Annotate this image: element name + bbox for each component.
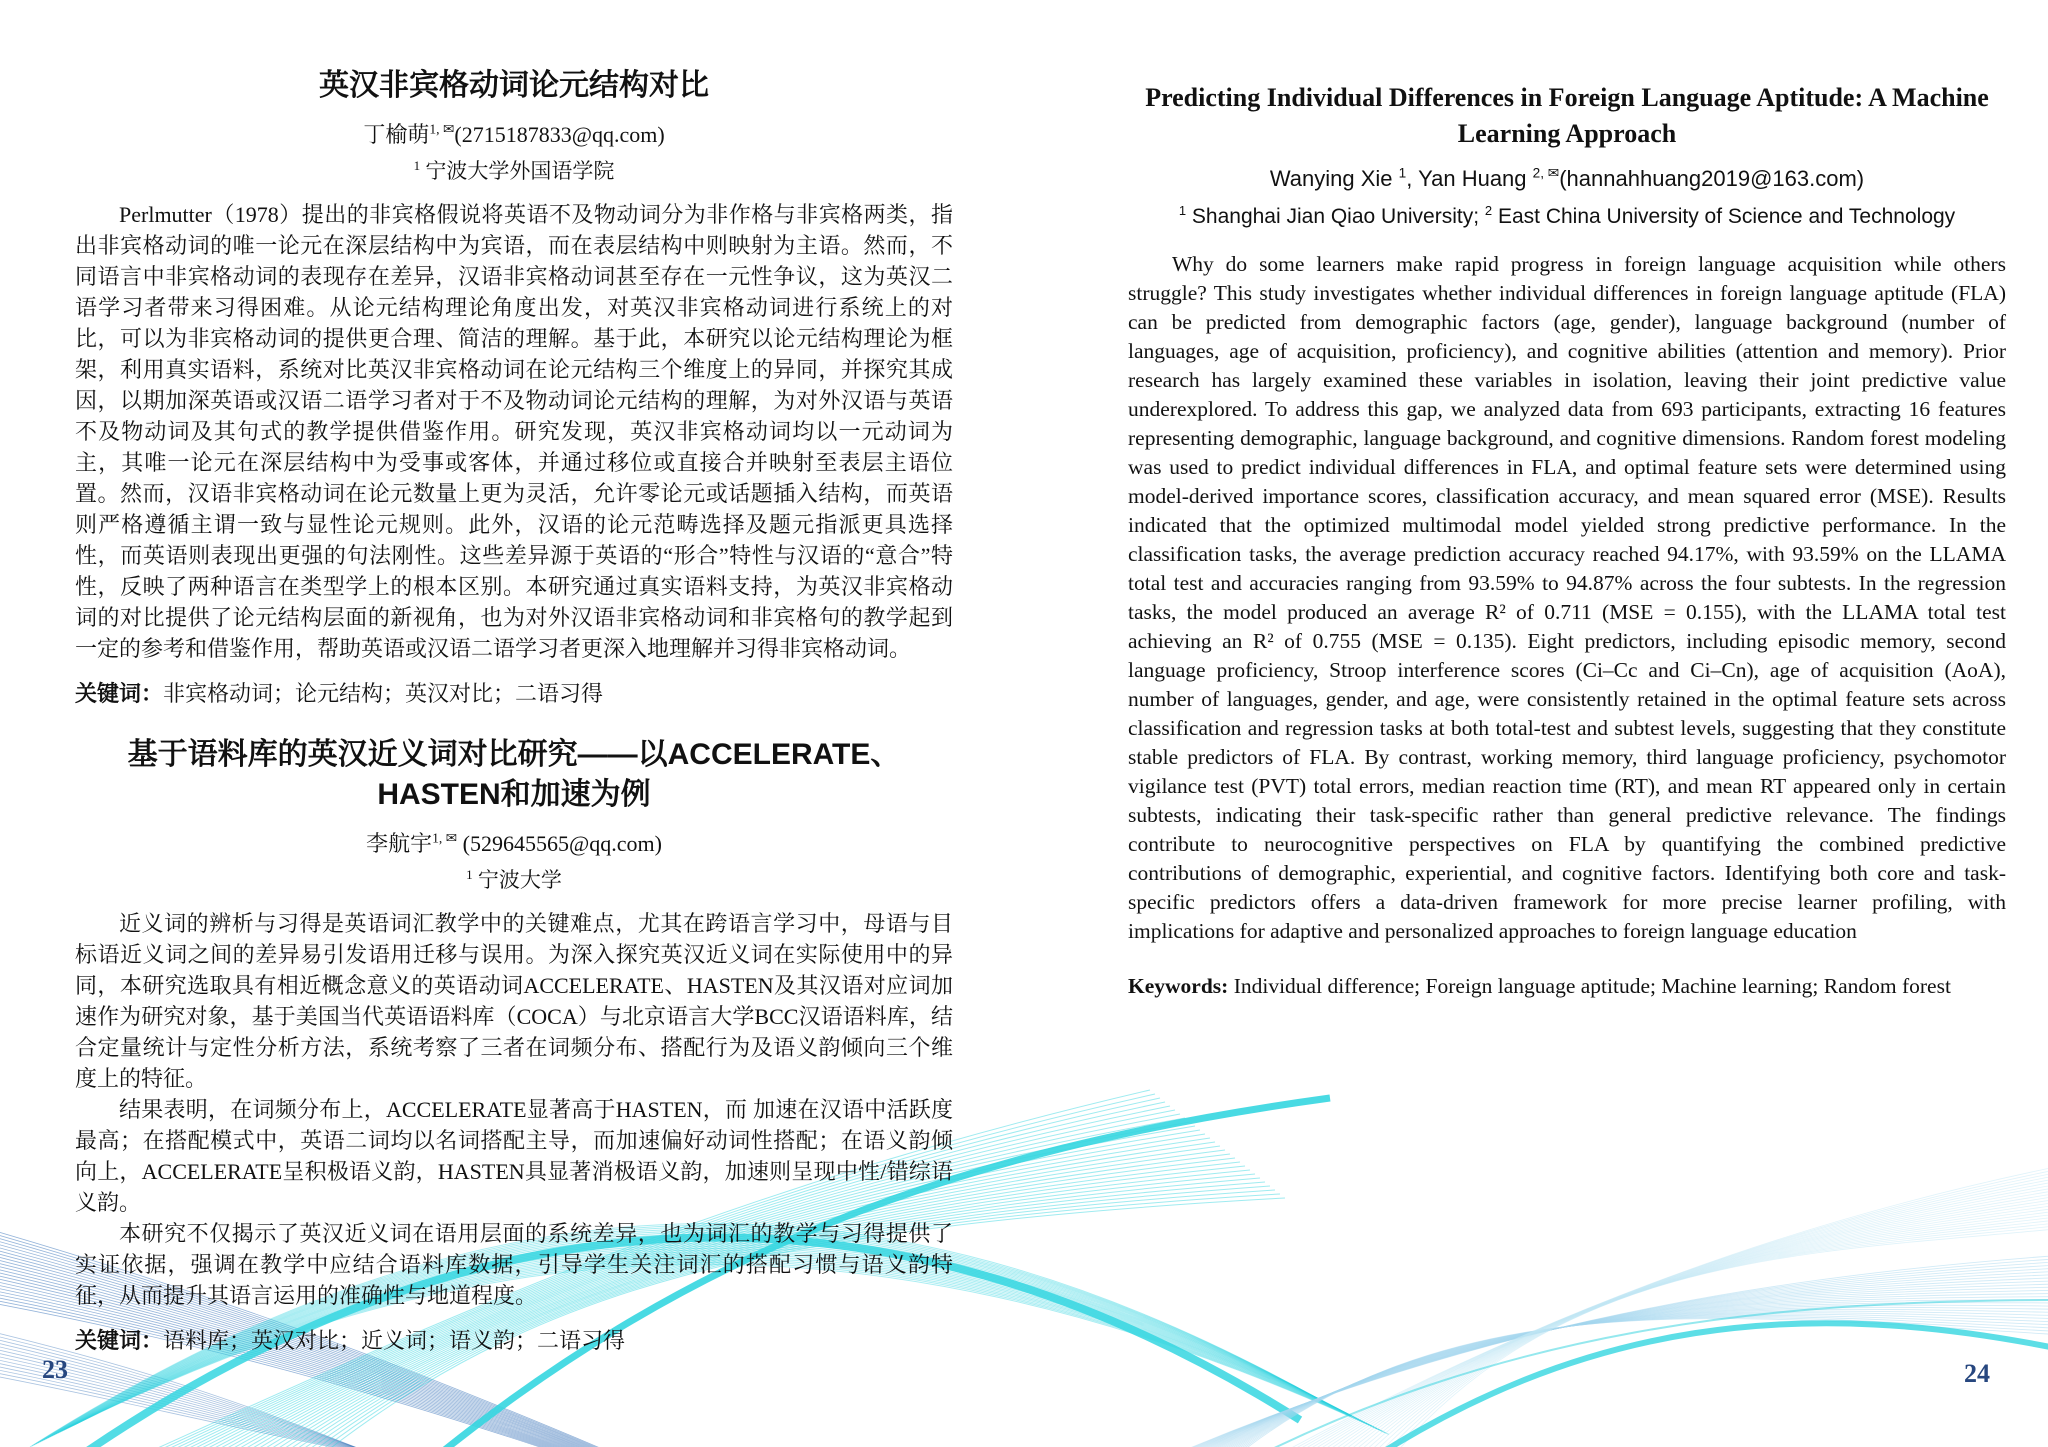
author-email: (529645565@qq.com) xyxy=(457,831,662,856)
author-name: , Yan Huang xyxy=(1406,166,1533,191)
keywords-text: 非宾格动词；论元结构；英汉对比；二语习得 xyxy=(163,681,604,706)
author-email: (hannahhuang2019@163.com) xyxy=(1559,166,1865,191)
author-superscript: 1 xyxy=(1398,165,1407,181)
right-page xyxy=(1128,80,2006,1001)
author-name: 丁榆萌 xyxy=(363,122,430,147)
affiliation-name: Shanghai Jian Qiao University; xyxy=(1186,205,1485,228)
abstract-en xyxy=(1128,80,2006,1001)
affiliation-superscript: 2 xyxy=(1484,203,1493,218)
keywords-text: 语料库；英汉对比；近义词；语义韵；二语习得 xyxy=(163,1328,626,1353)
affiliation-superscript: 1 xyxy=(466,867,473,882)
keywords-label: Keywords: xyxy=(1128,974,1229,998)
abstract1-keywords xyxy=(75,678,953,709)
abstract-en-affiliations xyxy=(1128,202,2006,232)
abstract1-paragraph: Perlmutter（1978）提出的非宾格假说将英语不及物动词分为非作格与非宾格两类，指出非宾格动词的唯一论元在深层结构中为宾语，而在表层结构中则映射为主语。然而，不同语言中非宾格动词的表现存在差异，汉语非宾格动词甚至存在一元性争议，这为英汉二语学习者带来习得困难。从论元结构理论角度出发，对英汉非宾格动词进行系统上的对比，可以为非宾格动词的提供更合理、简洁的理解。基于此，本研究以论元结构理论为框架，利用真实语料，系统对比英汉非宾格动词在论元结构三个维度上的异同，并探究其成因，以期加深英语或汉语二语学习者对于不及物动词论元结构的理解，为对外汉语与英语不及物动词及其句式的教学提供借鉴作用。研究发现，英汉非宾格动词均以一元动词为主，其唯一论元在深层结构中为受事或客体，并通过移位或直接合并映射至表层主语位置。然而，汉语非宾格动词在论元数量上更为灵活，允许零论元或话题插入结构，而英语则严格遵循主谓一致与显性论元规则。此外，汉语的论元范畴选择及题元指派更具选择性，而英语则表现出更强的句法刚性。这些差异源于英语的“形合”特性与汉语的“意合”特性，反映了两种语言在类型学上的根本区别。本研究通过真实语料支持，为英汉非宾格动词的对比提供了论元结构层面的新视角，也为对外汉语非宾格动词和非宾格句的教学起到一定的参考和借鉴作用，帮助英语或汉语二语学习者更深入地理解并习得非宾格动词。 xyxy=(75,202,953,661)
abstract-en-title: Predicting Individual Differences in Foreign Language Aptitude: A Machine Learning Approach xyxy=(1145,83,1989,148)
author-superscript: 1, ✉ xyxy=(432,830,458,846)
left-page xyxy=(75,66,953,1356)
affiliation-name: East China University of Science and Technology xyxy=(1492,205,1956,228)
abstract2-affiliation xyxy=(75,864,953,894)
keywords-text: Individual difference; Foreign language aptitude; Machine learning; Random forest xyxy=(1228,974,1951,998)
keywords-label: 关键词： xyxy=(75,1328,164,1353)
abstract-zh-1 xyxy=(75,66,953,709)
author-superscript: 1, ✉ xyxy=(429,121,455,137)
abstract2-author-line xyxy=(75,827,953,858)
keywords-label: 关键词： xyxy=(75,681,164,706)
author-email: (2715187833@qq.com) xyxy=(454,122,665,147)
abstract2-paragraph-1: 近义词的辨析与习得是英语词汇教学中的关键难点，尤其在跨语言学习中，母语与目标语近义词之间的差异易引发语用迁移与误用。为深入探究英汉近义词在实际使用中的异同，本研究选取具有相近概念意义的英语动词ACCELERATE、HASTEN及其汉语对应词加速作为研究对象，基于美国当代英语语料库（COCA）与北京语言大学BCC汉语语料库，结合定量统计与定性分析方法，系统考察了三者在词频分布、搭配行为及语义韵倾向三个维度上的特征。 xyxy=(75,911,953,1091)
page-number-right: 24 xyxy=(1964,1359,1990,1388)
author-name: 李航宇 xyxy=(366,831,433,856)
abstract-zh-2 xyxy=(75,735,953,1356)
author-superscript: 2, ✉ xyxy=(1532,165,1560,181)
abstract1-affiliation xyxy=(75,155,953,185)
affiliation-superscript: 1 xyxy=(413,158,421,173)
abstract2-keywords xyxy=(75,1325,953,1356)
page-number-left: 23 xyxy=(42,1355,68,1384)
abstract-en-paragraph: Why do some learners make rapid progress in foreign language acquisition while others struggle? This study investigates whether individual differences in foreign language aptitude (FLA) can be predicted from demographic factors (age, gender), language background (number of languages, age of acquisition, proficiency), and cognitive abilities (attention and memory). Prior research has largely examined these variables in isolation, leaving their joint predictive value underexplored. To address this gap, we analyzed data from 693 participants, extracting 16 features representing demographic, language background, and cognitive dimensions. Random forest modeling was used to predict individual differences in FLA, and optimal feature sets were determined using model-derived importance scores, classification accuracy, and mean squared error (MSE). Results indicated that the optimized multimodal model yielded strong predictive performance. In the classification tasks, the average prediction accuracy reached 94.17%, with 93.59% on the LLAMA total test and accuracies ranging from 93.59% to 94.87% across the four subtests. In the regression tasks, the model produced an average R² of 0.711 (MSE = 0.155), with the LLAMA total test achieving an R² of 0.755 (MSE = 0.135). Eight predictors, including episodic memory, second language proficiency, Stroop interference scores (Ci–Cc and Ci–Cn), age of acquisition (AoA), number of languages, gender, and age, were consistently retained in the optimal feature sets across classification and regression tasks at both total-test and subtest levels, suggesting that they constitute stable predictors of FLA. By contrast, working memory, third language proficiency, psychomotor vigilance test (PVT) total errors, median reaction time (RT), and mean RT appeared only in certain subtests, indicating their task-specific rather than general predictive relevance. The findings contribute to neurocognitive perspectives on FLA by quantifying the combined predictive contributions of demographic, experiential, and cognitive factors. Identifying both core and task-specific predictors offers a data-driven framework for more precise learner profiling, with implications for adaptive and personalized approaches to foreign language education xyxy=(1128,252,2006,943)
author-name: Wanying Xie xyxy=(1269,166,1399,191)
abstract1-title: 英汉非宾格动词论元结构对比 xyxy=(319,69,709,102)
abstract-en-author-line xyxy=(1128,166,2006,192)
abstract2-title: 基于语料库的英汉近义词对比研究——以ACCELERATE、HASTEN和加速为例 xyxy=(127,738,901,811)
affiliation-name: 宁波大学外国语学院 xyxy=(420,159,615,183)
affiliation-name: 宁波大学 xyxy=(472,868,562,892)
abstract1-author-line xyxy=(75,118,953,149)
abstract-en-keywords xyxy=(1128,972,2006,1001)
abstract2-paragraph-2: 结果表明，在词频分布上，ACCELERATE显著高于HASTEN，而 加速在汉语中活跃度最高；在搭配模式中，英语二词均以名词搭配主导，而加速偏好动词性搭配；在语义韵倾向上，ACCELERATE呈积极语义韵，HASTEN具显著消极语义韵，加速则呈现中性/错综语义韵。 xyxy=(75,1097,953,1215)
affiliation-superscript: 1 xyxy=(1178,203,1187,218)
abstract2-paragraph-3: 本研究不仅揭示了英汉近义词在语用层面的系统差异，也为词汇的教学与习得提供了实证依据，强调在教学中应结合语料库数据，引导学生关注词汇的搭配习惯与语义韵特征，从而提升其语言运用的准确性与地道程度。 xyxy=(75,1221,953,1308)
